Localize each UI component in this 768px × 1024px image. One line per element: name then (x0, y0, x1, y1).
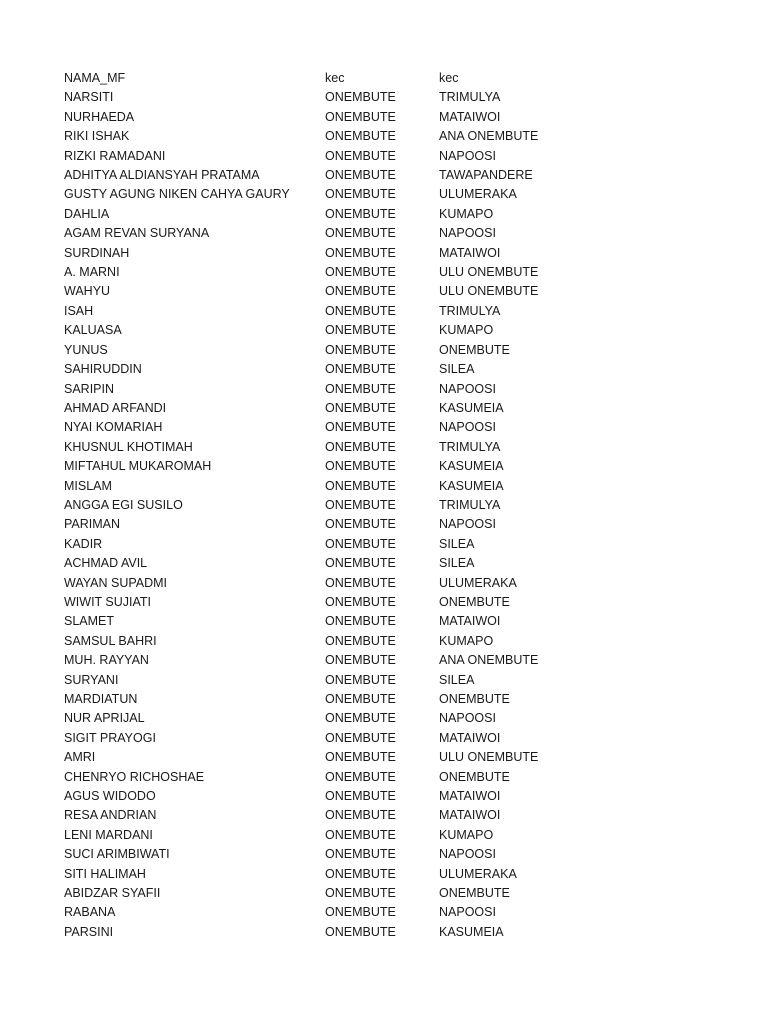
cell-kec: ONEMBUTE (325, 303, 396, 318)
cell-desa: TRIMULYA (439, 497, 501, 512)
cell-desa: ULUMERAKA (439, 187, 517, 202)
cell-nama: ANGGA EGI SUSILO (64, 497, 183, 512)
cell-desa: TRIMULYA (439, 439, 501, 454)
cell-desa: NAPOOSI (439, 226, 496, 241)
cell-nama: SARIPIN (64, 381, 115, 396)
cell-nama: YUNUS (64, 342, 108, 357)
table-row (64, 380, 579, 399)
table-row (64, 244, 579, 263)
table-row (64, 884, 579, 903)
cell-nama: WAHYU (64, 284, 111, 299)
cell-kec: ONEMBUTE (325, 90, 396, 105)
cell-nama: SAMSUL BAHRI (64, 633, 157, 648)
table-body (64, 88, 579, 942)
cell-nama: PARSINI (64, 924, 114, 939)
cell-kec: ONEMBUTE (325, 323, 396, 338)
cell-desa: NAPOOSI (439, 517, 496, 532)
cell-nama: MUH. RAYYAN (64, 653, 149, 668)
cell-kec: ONEMBUTE (325, 362, 396, 377)
table-row (64, 185, 579, 204)
table-row (64, 360, 579, 379)
cell-nama: RIKI ISHAK (64, 129, 130, 144)
cell-desa: NAPOOSI (439, 420, 496, 435)
cell-desa: TRIMULYA (439, 90, 501, 105)
cell-desa: NAPOOSI (439, 711, 496, 726)
table-row (64, 574, 579, 593)
table-row (64, 612, 579, 631)
cell-desa: ULUMERAKA (439, 866, 517, 881)
table-row (64, 224, 579, 243)
cell-kec: ONEMBUTE (325, 594, 396, 609)
cell-desa: ANA ONEMBUTE (439, 653, 539, 668)
cell-kec: ONEMBUTE (325, 265, 396, 280)
cell-kec: ONEMBUTE (325, 439, 396, 454)
cell-kec: ONEMBUTE (325, 284, 396, 299)
cell-kec: ONEMBUTE (325, 226, 396, 241)
table-row (64, 302, 579, 321)
cell-nama: GUSTY AGUNG NIKEN CAHYA GAURY (64, 187, 290, 202)
cell-nama: SLAMET (64, 614, 115, 629)
cell-kec: ONEMBUTE (325, 653, 396, 668)
cell-kec: ONEMBUTE (325, 168, 396, 183)
cell-kec: ONEMBUTE (325, 517, 396, 532)
table-row (64, 729, 579, 748)
cell-kec: ONEMBUTE (325, 342, 396, 357)
cell-nama: AMRI (64, 750, 96, 765)
table-row (64, 457, 579, 476)
table-row (64, 903, 579, 922)
cell-nama: SITI HALIMAH (64, 866, 146, 881)
cell-kec: ONEMBUTE (325, 924, 396, 939)
cell-nama: AGUS WIDODO (64, 789, 156, 804)
table-row (64, 923, 579, 942)
cell-kec: ONEMBUTE (325, 614, 396, 629)
cell-desa: ONEMBUTE (439, 594, 510, 609)
cell-desa: KUMAPO (439, 633, 494, 648)
cell-nama: KHUSNUL KHOTIMAH (64, 439, 193, 454)
table-row (64, 806, 579, 825)
data-table (64, 69, 579, 942)
cell-nama: WAYAN SUPADMI (64, 575, 168, 590)
cell-desa: MATAIWOI (439, 614, 501, 629)
cell-desa: KASUMEIA (439, 459, 504, 474)
table-row (64, 787, 579, 806)
cell-kec: ONEMBUTE (325, 827, 396, 842)
cell-nama: NUR APRIJAL (64, 711, 145, 726)
cell-desa: KUMAPO (439, 827, 494, 842)
cell-kec: ONEMBUTE (325, 206, 396, 221)
cell-kec: ONEMBUTE (325, 187, 396, 202)
table-row (64, 768, 579, 787)
cell-nama: SURYANI (64, 672, 119, 687)
cell-desa: ULU ONEMBUTE (439, 750, 539, 765)
cell-desa: SILEA (439, 536, 475, 551)
table-row (64, 865, 579, 884)
cell-nama: LENI MARDANI (64, 827, 153, 842)
table-row (64, 341, 579, 360)
cell-desa: KASUMEIA (439, 400, 504, 415)
table-row (64, 748, 579, 767)
cell-kec: ONEMBUTE (325, 866, 396, 881)
cell-nama: A. MARNI (64, 265, 120, 280)
table-row (64, 477, 579, 496)
cell-nama: CHENRYO RICHOSHAE (64, 769, 205, 784)
table-row (64, 554, 579, 573)
cell-desa: KUMAPO (439, 206, 494, 221)
cell-desa: MATAIWOI (439, 730, 501, 745)
cell-desa: SILEA (439, 672, 475, 687)
cell-nama: ISAH (64, 303, 94, 318)
cell-kec: ONEMBUTE (325, 711, 396, 726)
cell-desa: NAPOOSI (439, 148, 496, 163)
cell-desa: ONEMBUTE (439, 692, 510, 706)
table-row (64, 496, 579, 515)
table-row (64, 690, 579, 709)
cell-nama: ABIDZAR SYAFII (64, 886, 161, 901)
cell-desa: ANA ONEMBUTE (439, 129, 539, 144)
table-row (64, 88, 579, 107)
cell-nama: SURDINAH (64, 245, 130, 260)
cell-kec: ONEMBUTE (325, 245, 396, 260)
cell-desa: KUMAPO (439, 323, 494, 338)
table-row (64, 709, 579, 728)
cell-kec: ONEMBUTE (325, 459, 396, 474)
cell-kec: ONEMBUTE (325, 129, 396, 144)
cell-nama: SUCI ARIMBIWATI (64, 847, 170, 862)
cell-desa: MATAIWOI (439, 245, 501, 260)
header-nama-mf: NAMA_MF (64, 71, 126, 85)
table-row (64, 651, 579, 670)
table-row (64, 282, 579, 301)
cell-nama: ADHITYA ALDIANSYAH PRATAMA (64, 168, 260, 183)
cell-nama: WIWIT SUJIATI (64, 594, 152, 609)
cell-nama: PARIMAN (64, 517, 121, 532)
cell-kec: ONEMBUTE (325, 420, 396, 435)
cell-nama: MIFTAHUL MUKAROMAH (64, 459, 212, 474)
header-kec: kec (325, 71, 345, 85)
cell-kec: ONEMBUTE (325, 400, 396, 415)
table-row (64, 166, 579, 185)
cell-desa: NAPOOSI (439, 381, 496, 396)
cell-desa: KASUMEIA (439, 924, 504, 939)
table-row (64, 205, 579, 224)
cell-kec: ONEMBUTE (325, 847, 396, 862)
table-row (64, 671, 579, 690)
cell-nama: KADIR (64, 536, 103, 551)
cell-kec: ONEMBUTE (325, 672, 396, 687)
cell-kec: ONEMBUTE (325, 808, 396, 823)
cell-kec: ONEMBUTE (325, 109, 396, 124)
cell-nama: AGAM REVAN SURYANA (64, 226, 210, 241)
table-row (64, 535, 579, 554)
cell-nama: NURHAEDA (64, 109, 135, 124)
cell-kec: ONEMBUTE (325, 497, 396, 512)
table-row (64, 593, 579, 612)
cell-kec: ONEMBUTE (325, 478, 396, 493)
cell-desa: TAWAPANDERE (439, 168, 533, 183)
cell-desa: TRIMULYA (439, 303, 501, 318)
cell-kec: ONEMBUTE (325, 381, 396, 396)
cell-kec: ONEMBUTE (325, 789, 396, 804)
cell-desa: SILEA (439, 362, 475, 377)
cell-desa: ULUMERAKA (439, 575, 517, 590)
table-row (64, 399, 579, 418)
cell-desa: MATAIWOI (439, 789, 501, 804)
cell-desa: ONEMBUTE (439, 886, 510, 901)
table-row (64, 127, 579, 146)
table-row (64, 438, 579, 457)
header-kec-2: kec (439, 71, 459, 85)
table-row (64, 632, 579, 651)
table-row (64, 263, 579, 282)
table-row (64, 147, 579, 166)
cell-nama: RESA ANDRIAN (64, 808, 157, 823)
table-row (64, 515, 579, 534)
cell-nama: SAHIRUDDIN (64, 362, 142, 377)
cell-kec: ONEMBUTE (325, 536, 396, 551)
table-row (64, 321, 579, 340)
cell-nama: ACHMAD AVIL (64, 556, 148, 571)
cell-desa: NAPOOSI (439, 847, 496, 862)
cell-nama: NYAI KOMARIAH (64, 420, 163, 435)
table-row (64, 418, 579, 437)
table-row (64, 845, 579, 864)
table-row (64, 108, 579, 127)
cell-kec: ONEMBUTE (325, 730, 396, 745)
cell-nama: NARSITI (64, 90, 114, 105)
cell-kec: ONEMBUTE (325, 633, 396, 648)
cell-kec: ONEMBUTE (325, 750, 396, 765)
spreadsheet-page (64, 69, 579, 942)
cell-desa: ONEMBUTE (439, 342, 510, 357)
cell-nama: SIGIT PRAYOGI (64, 730, 156, 745)
cell-desa: ONEMBUTE (439, 769, 510, 784)
cell-desa: MATAIWOI (439, 109, 501, 124)
cell-desa: KASUMEIA (439, 478, 504, 493)
cell-desa: NAPOOSI (439, 905, 496, 920)
cell-nama: RIZKI RAMADANI (64, 148, 166, 163)
cell-desa: MATAIWOI (439, 808, 501, 823)
cell-nama: MARDIATUN (64, 692, 138, 706)
cell-kec: ONEMBUTE (325, 905, 396, 920)
header-row (64, 69, 579, 88)
cell-kec: ONEMBUTE (325, 769, 396, 784)
cell-nama: MISLAM (64, 478, 112, 493)
cell-kec: ONEMBUTE (325, 148, 396, 163)
cell-desa: SILEA (439, 556, 475, 571)
cell-nama: AHMAD ARFANDI (64, 400, 167, 415)
cell-kec: ONEMBUTE (325, 556, 396, 571)
cell-nama: DAHLIA (64, 206, 110, 221)
cell-desa: ULU ONEMBUTE (439, 284, 539, 299)
cell-kec: ONEMBUTE (325, 886, 396, 901)
cell-kec: ONEMBUTE (325, 692, 396, 706)
cell-nama: RABANA (64, 905, 116, 920)
table-row (64, 826, 579, 845)
cell-kec: ONEMBUTE (325, 575, 396, 590)
cell-desa: ULU ONEMBUTE (439, 265, 539, 280)
cell-nama: KALUASA (64, 323, 122, 338)
